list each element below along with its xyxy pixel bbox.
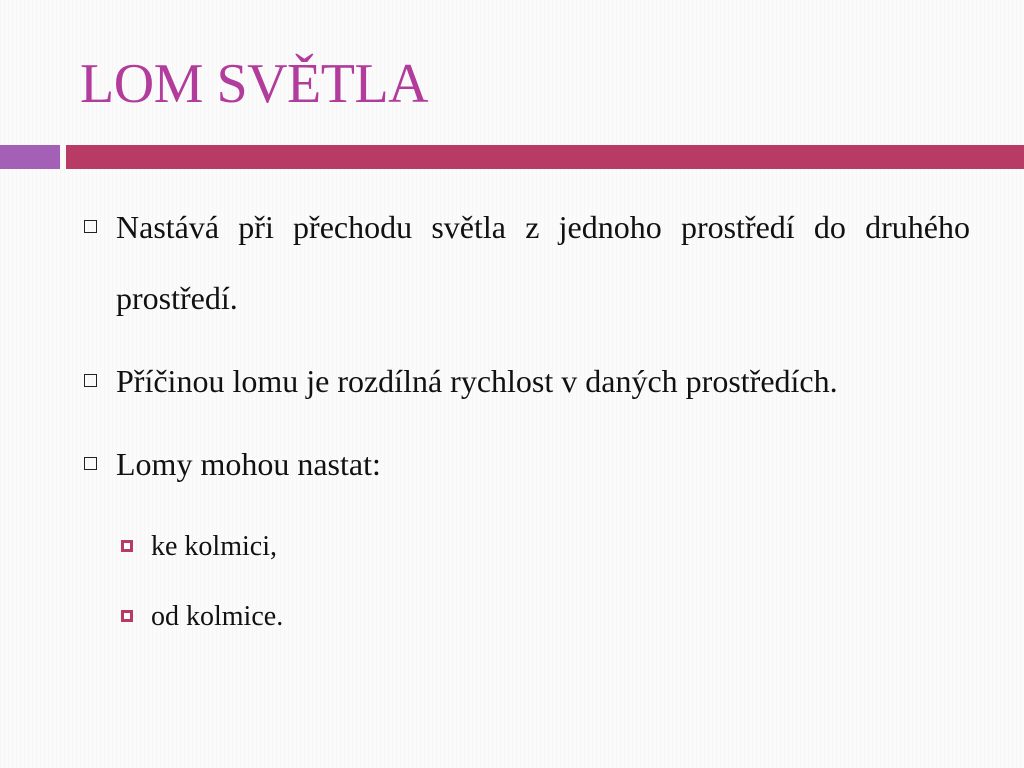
hollow-square-bullet-icon [84,457,97,470]
slide-body [82,192,970,652]
bullet-item [82,429,970,500]
slide-title: LOM SVĚTLA [80,53,429,115]
hollow-square-bullet-icon [84,220,97,233]
sub-bullet-text: od kolmice. [151,601,284,632]
bullet-text: Příčinou lomu je rozdílná rychlost v daných prostředích. [116,363,838,399]
sub-bullet-item [82,512,970,582]
bullet-text: Lomy mohou nastat: [116,446,381,482]
bullet-item [82,346,970,417]
sub-bullet-item [82,582,970,652]
bullet-item [82,192,970,334]
accent-bar-right [66,145,1024,169]
filled-square-bullet-icon [121,540,133,552]
bullet-dot [125,614,129,618]
filled-square-bullet-icon [121,610,133,622]
bullet-text: Nastává při přechodu světla z jednoho prostředí do druhého prostředí. [116,209,970,316]
sub-bullet-text: ke kolmici, [151,531,277,562]
bullet-dot [125,544,129,548]
hollow-square-bullet-icon [84,374,97,387]
accent-bar-left [0,145,60,169]
